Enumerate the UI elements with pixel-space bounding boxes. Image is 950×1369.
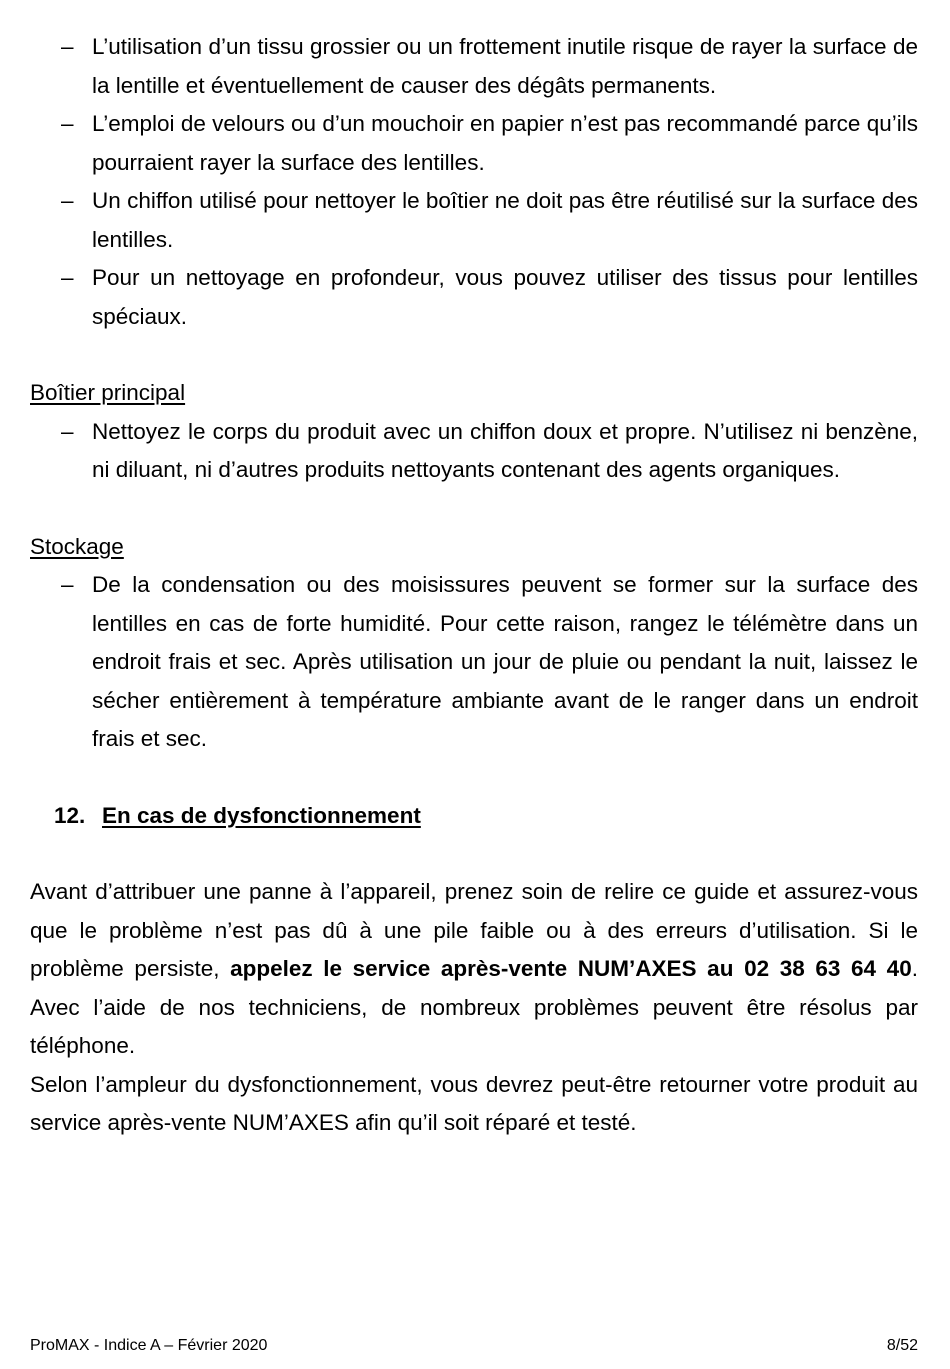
boitier-list [30, 413, 918, 490]
list-item [30, 182, 918, 259]
dash-bullet: – [61, 111, 74, 136]
list-item-text: Pour un nettoyage en profondeur, vous pouvez utiliser des tissus pour lentilles spéciaux. [92, 265, 918, 329]
list-item-text: De la condensation ou des moisissures peuvent se former sur la surface des lentilles en cas de forte humidité. Pour cette raison, rangez le télémètre dans un endroit frais et sec. Après utilisation un jour de pluie ou pendant la nuit, laissez le sécher entièrement à température ambiante avant de le ranger dans un endroit frais et sec. [92, 572, 918, 751]
footer-page-number: 8/52 [886, 1337, 918, 1354]
spacer [30, 835, 918, 873]
list-item [30, 28, 918, 105]
footer-document-ref: ProMAX - Indice A – Février 2020 [30, 1337, 268, 1354]
dash-bullet: – [61, 34, 74, 59]
list-item-text: Un chiffon utilisé pour nettoyer le boîtier ne doit pas être réutilisé sur la surface des lentilles. [92, 188, 918, 252]
dash-bullet: – [61, 572, 74, 597]
spacer [30, 336, 918, 374]
section-title-text: En cas de dysfonctionnement [102, 802, 421, 828]
spacer [30, 759, 918, 797]
stockage-heading: Stockage [30, 533, 124, 559]
spacer [30, 490, 918, 528]
dash-bullet: – [61, 418, 74, 444]
section-number: 12. [54, 802, 86, 828]
service-phone-text: appelez le service après-vente NUM’AXES au 02 38 63 64 40 [230, 956, 912, 981]
stockage-list [30, 566, 918, 759]
dash-bullet: – [61, 265, 74, 290]
list-item [30, 105, 918, 182]
boitier-heading: Boîtier principal [30, 380, 186, 405]
list-item-text: L’utilisation d’un tissu grossier ou un frottement inutile risque de rayer la surface de la lentille et éventuellement de causer des dégâts permanents. [92, 34, 918, 98]
troubleshoot-paragraph [30, 873, 918, 1066]
list-item [30, 566, 918, 759]
list-item-text: L’emploi de velours ou d’un mouchoir en papier n’est pas recommandé parce qu’ils pourraient rayer la surface des lentilles. [92, 111, 918, 175]
para-text: Avant d’attribuer une panne à l’appareil, prenez soin de relire ce guide et assurez-vous que le problème n’est pas dû à une pile faible ou à des erreurs d’utilisation. Si le problème persiste, [30, 879, 918, 981]
lens-cleaning-list [30, 28, 918, 336]
dash-bullet: – [61, 188, 74, 213]
para-text: . Avec l’aide de nos techniciens, de nombreux problèmes peuvent être résolus par téléphone. [30, 956, 918, 1058]
return-paragraph: Selon l’ampleur du dysfonctionnement, vous devrez peut-être retourner votre produit au service après-vente NUM’AXES afin qu’il soit réparé et testé. [30, 1071, 918, 1135]
list-item-text: Nettoyez le corps du produit avec un chiffon doux et propre. N’utilisez ni benzène, ni diluant, ni d’autres produits nettoyants contenant des agents organiques. [92, 418, 918, 482]
document-page [30, 28, 918, 1143]
list-item [30, 259, 918, 336]
list-item [30, 413, 918, 490]
section-12-title [30, 797, 918, 836]
